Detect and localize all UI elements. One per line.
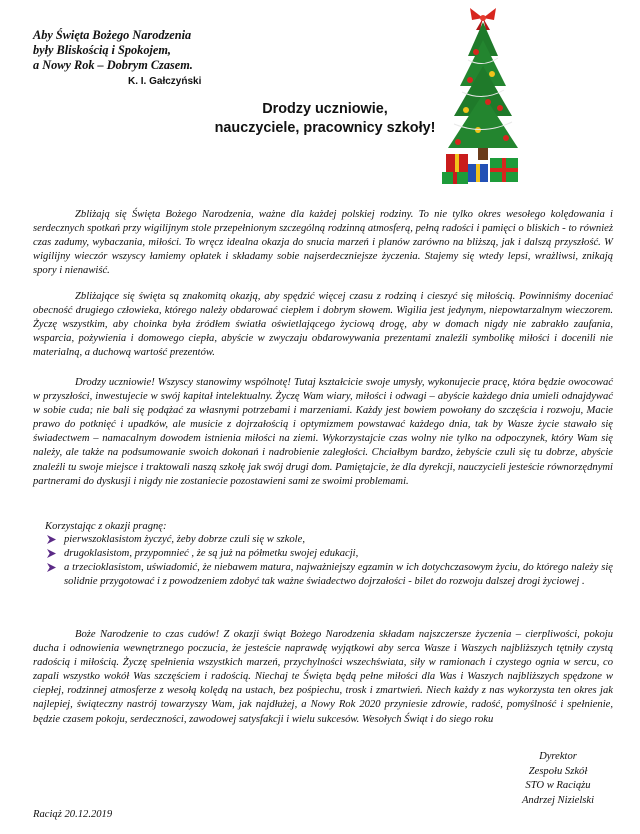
- greeting-line: nauczyciele, pracownicy szkoły!: [214, 120, 436, 136]
- signature: [510, 750, 606, 808]
- signature-line: Zespołu Szkół: [528, 765, 588, 777]
- arrow-bullet-icon: [47, 535, 56, 544]
- christmas-tree-icon: [438, 4, 528, 190]
- signature-line: Dyrektor: [539, 751, 577, 762]
- list-item-text: a trzecioklasistom, uświadomić, że niebawem matura, najważniejszy egzamin w ich dotychczasowym życiu, do którego należy się solidnie przygotować i z powodzeniem zdobyć tak ważne świadectwo dojrzałości - bilet do rozwoju dalszej drogi życiowej .: [64, 562, 613, 588]
- motto-line: były Bliskością i Spokojem,: [33, 43, 171, 57]
- list-item-text: pierwszoklasistom życzyć, żeby dobrze czuli się w szkole,: [64, 534, 305, 545]
- wishes-intro: Korzystając z okazji pragnę:: [45, 521, 167, 532]
- list-item: [45, 533, 613, 547]
- arrow-bullet-icon: [47, 549, 56, 558]
- list-item: [45, 561, 613, 589]
- motto-line: Aby Święta Bożego Narodzenia: [33, 28, 192, 42]
- signature-line: STO w Raciążu: [525, 780, 591, 792]
- arrow-bullet-icon: [47, 563, 56, 572]
- list-item: [45, 547, 613, 561]
- paragraph: Zbliżają się Święta Bożego Narodzenia, ważne dla każdej polskiej rodziny. To nie tylko okres wesołego kolędowania i serdecznych spotkań przy wigilijnym stole przepełnionym szczególną rodzinną atmosferą, pełną radości i pamięci o bliskich - to również czas zadumy, wybaczania, miłości. To wręcz idealna okazja do snucia marzeń i planów zarówno na bliższą, jak i dalszą przyszłość. W wigilijny wieczór wszyscy łamiemy opłatek i składamy sobie najserdeczniejsze życzenia. Stajemy się wtedy lepsi, wrażliwsi, znikają spory i nienawiść.: [33, 209, 613, 277]
- motto: [33, 28, 223, 73]
- motto-line: a Nowy Rok – Dobrym Czasem.: [33, 58, 193, 72]
- list-item-text: drugoklasistom, przypomnieć , że są już na półmetku swojej edukacji,: [64, 548, 359, 560]
- paragraph: Boże Narodzenie to czas cudów! Z okazji świąt Bożego Narodzenia składam najszczersze życzenia – cierpliwości, pokoju ducha i odnowienia wewnętrznego poczucia, że jesteście naprawdę wyjątkowi aby serca Wasze i Waszych najbliższych tętniły czystą radością i miłością. Życzę spełnienia wszystkich marzeń, przychylności wszechświata, siły w ramionach i czystego ognia w sercu, co zapali wszystko wokół Was szczęściem i radością. Niechaj te Święta będą pełne miłości dla Was i Waszych najbliższych spędzone w ciepłej, rodzinnej atmosferze z wesołą kolędą na ustach, bez pośpiechu, trosk i zmartwień. Niech każdy z nas wykorzysta ten okres jak najlepiej, świąteczny nastrój towarzyszy Wam, jak najdłużej, a Nowy Rok 2020 przyniesie zdrowie, radość, pomyślność i spełnienie, będzie czasem pokoju, serdeczności, zawodowej satysfakcji i wielu sukcesów. Wesołych Świąt i do siego roku: [33, 629, 613, 725]
- paragraph: Drodzy uczniowie! Wszyscy stanowimy wspólnotę! Tutaj kształcicie swoje umysły, wykonujecie pracę, która będzie owocować w przyszłości, inwestujecie w swój kapitał intelektualny. Życzę Wam wiary, miłości i odwagi – abyście każdego dnia umieli odnajdywać w sobie cuda; nie bali się podążać za własnymi potrzebami i marzeniami. Każdy jest bowiem powołany do szczęścia i rozwoju, Macie prawo do potknięć i upadków, ale musicie z dojrzałością i optymizmem powstawać każdego dnia, tak by Wasze życie stawało się świadectwem – namacalnym dowodem istnienia miłości na ziemi. Wykorzystajcie czas wolny nie tylko na odpoczynek, który Wam się należy, ale także na podsumowanie swoich dokonań i nadrobienie zaległości. Chciałbym bardzo, żebyście czuli się tu dobrze, abyście znaleźli tu swoje miejsce i traktowali naszą szkołę jak swój drugi dom. Pamiętajcie, że dla dyrekcji, nauczycieli jesteście równorzędnymi partnerami do dyskusji i nigdy nie zostaniecie pozostawieni sami ze swoimi problemami.: [33, 377, 613, 487]
- paragraph: Zbliżające się święta są znakomitą okazją, aby spędzić więcej czasu z rodziną i cieszyć się miłością. Powinniśmy doceniać obecność drugiego człowieka, którego należy obdarować ciepłem i dobrym słowem. Wigilia jest jedynym, niepowtarzalnym wieczorem. Życzę wszystkim, aby choinka była źródłem światła oświetlającego życiową drogę, aby w domach nigdy nie zabrakło zaufania, wsparcia, pożywienia i domowego ciepła, abyście w zwyczaju obdarowywania prezentami znaleźli symbolikę miłości i docenili nie materialną, a duchową wartość prezentów.: [33, 291, 613, 359]
- signature-line: Andrzej Nizielski: [521, 794, 595, 806]
- wishes-list: [45, 533, 613, 589]
- date: Raciąż 20.12.2019: [33, 809, 113, 820]
- greeting-line: Drodzy uczniowie,: [262, 101, 388, 117]
- motto-author: K. I. Gałczyński: [128, 76, 202, 87]
